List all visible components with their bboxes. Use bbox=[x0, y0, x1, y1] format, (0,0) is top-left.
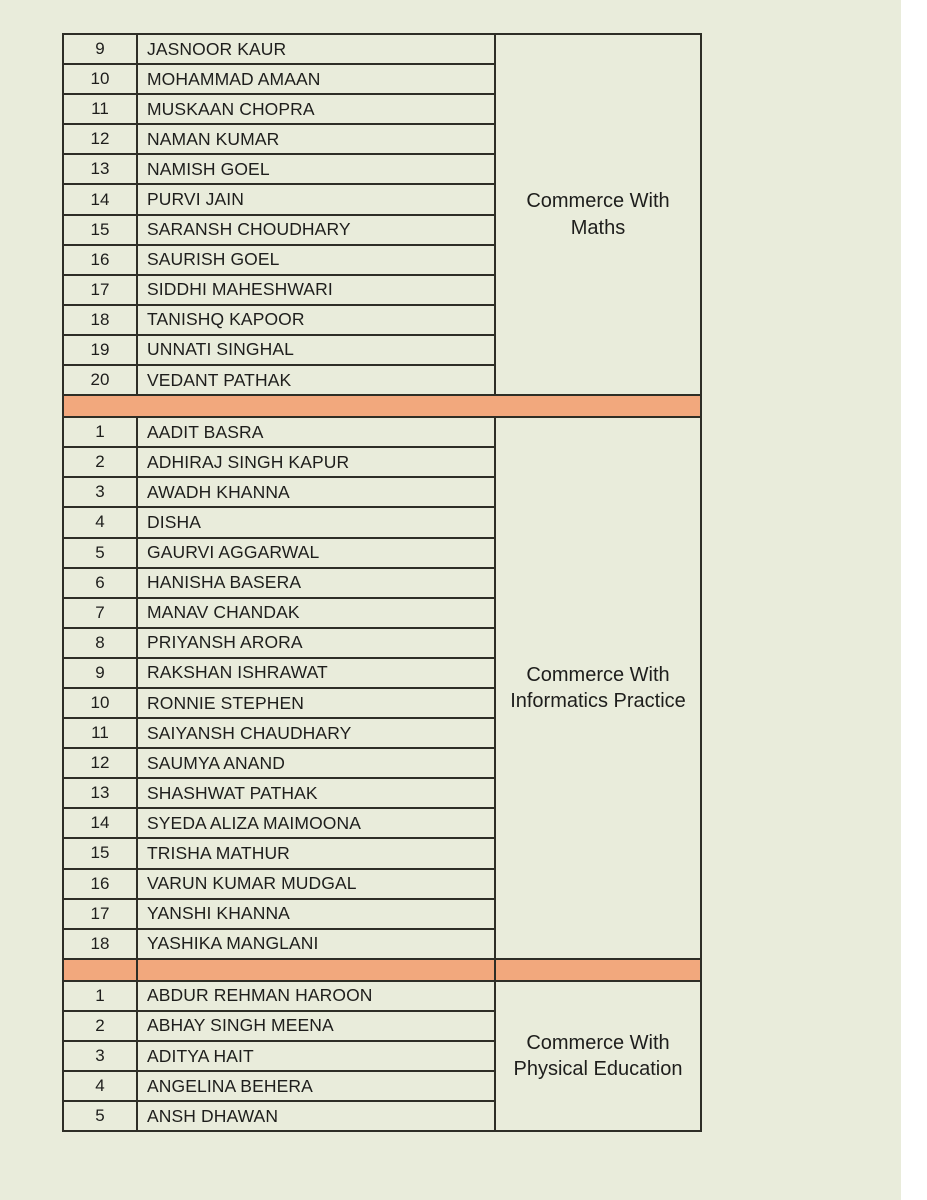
serial-cell: 16 bbox=[64, 870, 138, 898]
name-cell: TANISHQ KAPOOR bbox=[138, 306, 496, 334]
serial-cell: 12 bbox=[64, 125, 138, 153]
name-cell: UNNATI SINGHAL bbox=[138, 336, 496, 364]
separator-cell bbox=[64, 960, 138, 980]
name-cell: HANISHA BASERA bbox=[138, 569, 496, 597]
roster-rows bbox=[64, 418, 496, 960]
name-cell: ABHAY SINGH MEENA bbox=[138, 1012, 496, 1040]
table-row bbox=[64, 508, 496, 538]
table-row bbox=[64, 599, 496, 629]
table-row bbox=[64, 1012, 496, 1042]
table-row bbox=[64, 216, 496, 246]
name-cell: ABDUR REHMAN HAROON bbox=[138, 982, 496, 1010]
table-row bbox=[64, 839, 496, 869]
serial-cell: 14 bbox=[64, 185, 138, 213]
table-row bbox=[64, 719, 496, 749]
serial-cell: 1 bbox=[64, 982, 138, 1010]
serial-cell: 18 bbox=[64, 306, 138, 334]
name-cell: SYEDA ALIZA MAIMOONA bbox=[138, 809, 496, 837]
serial-cell: 18 bbox=[64, 930, 138, 958]
stream-label-cell bbox=[496, 982, 702, 1132]
name-cell: AWADH KHANNA bbox=[138, 478, 496, 506]
serial-cell: 9 bbox=[64, 659, 138, 687]
serial-cell: 11 bbox=[64, 95, 138, 123]
table-row bbox=[64, 809, 496, 839]
name-cell: NAMISH GOEL bbox=[138, 155, 496, 183]
table-row bbox=[64, 366, 496, 396]
table-row bbox=[64, 418, 496, 448]
serial-cell: 4 bbox=[64, 1072, 138, 1100]
table-row bbox=[64, 539, 496, 569]
stream-section-maths bbox=[64, 35, 702, 396]
table-row bbox=[64, 982, 496, 1012]
name-cell: ANGELINA BEHERA bbox=[138, 1072, 496, 1100]
serial-cell: 17 bbox=[64, 900, 138, 928]
serial-cell: 4 bbox=[64, 508, 138, 536]
table-row bbox=[64, 930, 496, 960]
serial-cell: 9 bbox=[64, 35, 138, 63]
serial-cell: 20 bbox=[64, 366, 138, 394]
serial-cell: 13 bbox=[64, 779, 138, 807]
serial-cell: 7 bbox=[64, 599, 138, 627]
table-row bbox=[64, 779, 496, 809]
separator-cell bbox=[138, 960, 496, 980]
stream-label: Commerce With Informatics Practice bbox=[510, 663, 686, 712]
serial-cell: 2 bbox=[64, 448, 138, 476]
table-row bbox=[64, 689, 496, 719]
name-cell: VEDANT PATHAK bbox=[138, 366, 496, 394]
name-cell: ADHIRAJ SINGH KAPUR bbox=[138, 448, 496, 476]
serial-cell: 6 bbox=[64, 569, 138, 597]
name-cell: TRISHA MATHUR bbox=[138, 839, 496, 867]
serial-cell: 19 bbox=[64, 336, 138, 364]
serial-cell: 3 bbox=[64, 478, 138, 506]
name-cell: SIDDHI MAHESHWARI bbox=[138, 276, 496, 304]
serial-cell: 8 bbox=[64, 629, 138, 657]
name-cell: MUSKAAN CHOPRA bbox=[138, 95, 496, 123]
name-cell: AADIT BASRA bbox=[138, 418, 496, 446]
name-cell: RONNIE STEPHEN bbox=[138, 689, 496, 717]
name-cell: SHASHWAT PATHAK bbox=[138, 779, 496, 807]
stream-label-cell bbox=[496, 35, 702, 396]
table-row bbox=[64, 900, 496, 930]
name-cell: SAURISH GOEL bbox=[138, 246, 496, 274]
serial-cell: 10 bbox=[64, 65, 138, 93]
serial-cell: 5 bbox=[64, 1102, 138, 1130]
table-row bbox=[64, 185, 496, 215]
table-row bbox=[64, 35, 496, 65]
table-row bbox=[64, 95, 496, 125]
table-row bbox=[64, 336, 496, 366]
stream-label: Commerce With Physical Education bbox=[513, 1031, 683, 1081]
serial-cell: 15 bbox=[64, 216, 138, 244]
table-row bbox=[64, 65, 496, 95]
name-cell: VARUN KUMAR MUDGAL bbox=[138, 870, 496, 898]
serial-cell: 14 bbox=[64, 809, 138, 837]
stream-label: Commerce With Maths bbox=[526, 190, 670, 239]
name-cell: MANAV CHANDAK bbox=[138, 599, 496, 627]
serial-cell: 13 bbox=[64, 155, 138, 183]
table-row bbox=[64, 246, 496, 276]
name-cell: SARANSH CHOUDHARY bbox=[138, 216, 496, 244]
separator-row bbox=[64, 396, 702, 418]
name-cell: DISHA bbox=[138, 508, 496, 536]
serial-cell: 11 bbox=[64, 719, 138, 747]
separator-row bbox=[64, 960, 702, 982]
table-row bbox=[64, 125, 496, 155]
roster-rows bbox=[64, 35, 496, 396]
serial-cell: 2 bbox=[64, 1012, 138, 1040]
serial-cell: 5 bbox=[64, 539, 138, 567]
name-cell: GAURVI AGGARWAL bbox=[138, 539, 496, 567]
table-row bbox=[64, 659, 496, 689]
name-cell: SAUMYA ANAND bbox=[138, 749, 496, 777]
name-cell: MOHAMMAD AMAAN bbox=[138, 65, 496, 93]
table-row bbox=[64, 1042, 496, 1072]
name-cell: JASNOOR KAUR bbox=[138, 35, 496, 63]
separator-cell bbox=[496, 960, 700, 980]
name-cell: RAKSHAN ISHRAWAT bbox=[138, 659, 496, 687]
name-cell: NAMAN KUMAR bbox=[138, 125, 496, 153]
stream-label-cell bbox=[496, 418, 702, 960]
table-row bbox=[64, 870, 496, 900]
table-row bbox=[64, 448, 496, 478]
name-cell: PRIYANSH ARORA bbox=[138, 629, 496, 657]
name-cell: ANSH DHAWAN bbox=[138, 1102, 496, 1130]
table-row bbox=[64, 629, 496, 659]
stream-section-informatics bbox=[64, 418, 702, 960]
name-cell: SAIYANSH CHAUDHARY bbox=[138, 719, 496, 747]
serial-cell: 10 bbox=[64, 689, 138, 717]
serial-cell: 17 bbox=[64, 276, 138, 304]
table-row bbox=[64, 569, 496, 599]
table-row bbox=[64, 306, 496, 336]
table-row bbox=[64, 276, 496, 306]
serial-cell: 16 bbox=[64, 246, 138, 274]
table-row bbox=[64, 155, 496, 185]
name-cell: PURVI JAIN bbox=[138, 185, 496, 213]
serial-cell: 3 bbox=[64, 1042, 138, 1070]
roster-rows bbox=[64, 982, 496, 1132]
class-list-table bbox=[62, 33, 702, 1132]
name-cell: ADITYA HAIT bbox=[138, 1042, 496, 1070]
table-row bbox=[64, 478, 496, 508]
serial-cell: 15 bbox=[64, 839, 138, 867]
serial-cell: 1 bbox=[64, 418, 138, 446]
name-cell: YANSHI KHANNA bbox=[138, 900, 496, 928]
table-row bbox=[64, 749, 496, 779]
table-row bbox=[64, 1072, 496, 1102]
stream-section-physical-education bbox=[64, 982, 702, 1132]
name-cell: YASHIKA MANGLANI bbox=[138, 930, 496, 958]
serial-cell: 12 bbox=[64, 749, 138, 777]
table-row bbox=[64, 1102, 496, 1132]
